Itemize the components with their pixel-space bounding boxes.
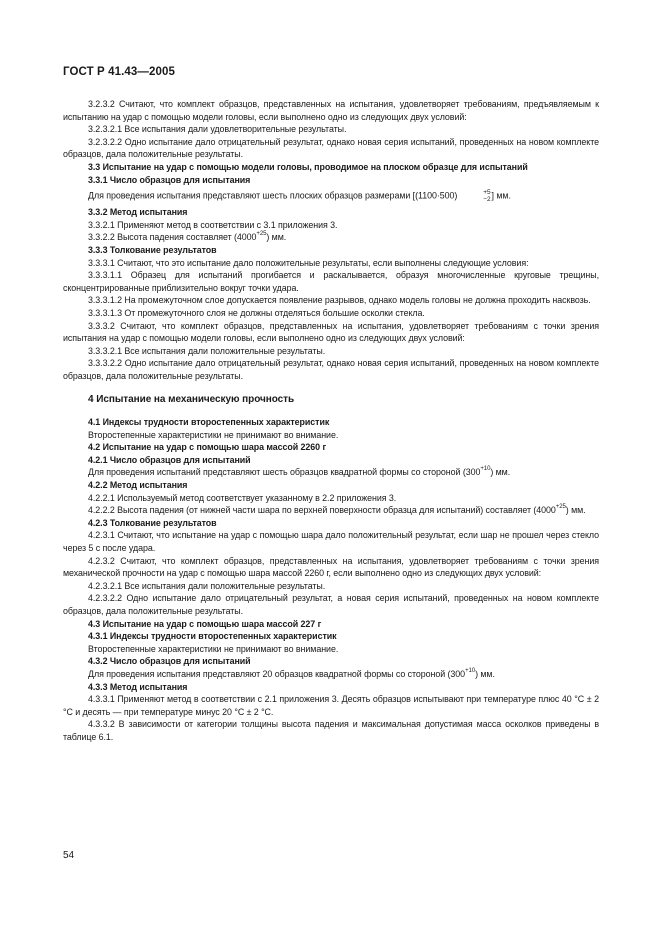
subsection-heading: 4.2.1 Число образцов для испытаний <box>88 454 251 465</box>
paragraph: 3.3.3.1.3 От промежуточного слоя не должны отделяться большие осколки стекла. <box>88 307 425 318</box>
subsection-heading: 3.3.3 Толкование результатов <box>88 244 217 255</box>
paragraph: 3.2.3.2.2 Одно испытание дало отрицательный результат, однако новая серия испытаний, проведенных на новом комплекте образцов, дала положительные результаты. <box>63 136 599 160</box>
paragraph: 3.2.3.2 Считают, что комплект образцов, представленных на испытания, удовлетворяет требованиям, предъявляемым к испытанию на удар с помощью модели головы, если выполнено одно из следующих двух условий: <box>63 99 599 122</box>
paragraph: Для проведения испытания представляют шесть плоских образцов размерами [(1100·500) +5 −2 ] мм. <box>88 189 511 204</box>
paragraph: Второстепенные характеристики не принимают во внимание. <box>88 643 339 654</box>
paragraph: 4.2.3.1 Считают, что испытание на удар с помощью шара дало положительный результат, если шар не прошел через стекло через 5 с после удара. <box>63 530 599 553</box>
paragraph: Для проведения испытаний представляют шесть образцов квадратной формы со стороной $(300^{+10})$ мм. <box>88 466 511 478</box>
paragraph: 3.3.3.2.1 Все испытания дали положительные результаты. <box>88 345 326 356</box>
section-heading: 4.1 Индексы трудности второстепенных характеристик <box>88 417 330 428</box>
paragraph: 4.2.3.2 Считают, что комплект образцов, представленных на испытания, удовлетворяет требованиям с точки зрения механической прочности на удар с помощью шара массой 2260 г, если выполнено одно из следующих двух условий: <box>63 555 599 579</box>
tolerance-fraction: +5 −2 <box>483 189 491 204</box>
subsection-heading: 4.3.3 Метод испытания <box>88 681 188 692</box>
chapter-heading: 4 Испытание на механическую прочность <box>88 394 295 406</box>
subsection-heading: 4.2.3 Толкование результатов <box>88 517 217 528</box>
paragraph: 4.2.2.2 Высота падения (от нижней части шара по верхней поверхности образца для испытаний) составляет $(4000^{+25})$ мм. <box>88 504 586 516</box>
paragraph: 3.3.2.1 Применяют метод в соответствии с 3.1 приложения 3. <box>88 219 338 230</box>
section-heading: 4.3 Испытание на удар с помощью шара массой 227 г <box>88 618 322 629</box>
page-number: 54 <box>63 850 75 861</box>
paragraph: 4.3.3.1 Применяют метод в соответствии с 2.1 приложения 3. Десять образцов испытывают при температуре плюс 40 °С ± 2 °С и десять — при температуре минус 20 °С ± 2 °С. <box>63 694 599 717</box>
document-body <box>63 98 599 744</box>
paragraph: 3.3.3.1.1 Образец для испытаний прогибается и раскалывается, образуя многочисленные круговые трещины, сконцентрированные приблизительно вокруг точки удара. <box>63 270 599 293</box>
paragraph: 3.3.2.2 Высота падения составляет $(4000^{+25})$ мм. <box>88 231 287 243</box>
subsection-heading: 3.3.1 Число образцов для испытания <box>88 174 251 185</box>
paragraph: 3.3.3.1 Считают, что это испытание дало положительные результаты, если выполнены следующие условия: <box>88 257 529 268</box>
paragraph: 4.2.2.1 Используемый метод соответствует указанному в 2.2 приложения 3. <box>88 492 397 503</box>
paragraph: 3.2.3.2.1 Все испытания дали удовлетворительные результаты. <box>88 124 347 135</box>
paragraph: 3.3.3.1.2 На промежуточном слое допускается появление разрывов, однако модель головы не должна проходить насквозь. <box>88 295 591 306</box>
paragraph: Второстепенные характеристики не принимают во внимание. <box>88 429 339 440</box>
section-heading: 3.3 Испытание на удар с помощью модели головы, проводимое на плоском образце для испытаний <box>88 161 528 172</box>
subsection-heading: 4.2.2 Метод испытания <box>88 480 188 491</box>
subsection-heading: 3.3.2 Метод испытания <box>88 207 188 218</box>
paragraph: 4.2.3.2.2 Одно испытание дало отрицательный результат, а новая серия испытаний, проведенных на новом комплекте образцов, дала положительные результаты. <box>63 593 599 616</box>
paragraph: 3.3.3.2.2 Одно испытание дало отрицательный результат, однако новая серия испытаний, проведенных на новом комплекте образцов, дала положительные результаты. <box>63 358 599 381</box>
subsection-heading: 4.3.2 Число образцов для испытаний <box>88 656 251 667</box>
paragraph: 3.3.3.2 Считают, что комплект образцов, представленных на испытания, удовлетворяет требованиям с точки зрения испытания на удар с помощью модели головы, если выполнено одно из следующих двух условий: <box>63 320 599 344</box>
section-heading: 4.2 Испытание на удар с помощью шара массой 2260 г <box>88 442 327 453</box>
subsection-heading: 4.3.1 Индексы трудности второстепенных характеристик <box>88 631 337 642</box>
paragraph: 4.3.3.2 В зависимости от категории толщины высота падения и максимальная допустимая масса осколков приведены в таблице 6.1. <box>63 719 599 742</box>
paragraph: 4.2.3.2.1 Все испытания дали положительные результаты. <box>88 580 326 591</box>
paragraph: Для проведения испытания представляют 20 образцов квадратной формы со стороной $(300^{+10})$ мм. <box>88 667 495 679</box>
document-header: ГОСТ Р 41.43—2005 <box>63 66 175 78</box>
